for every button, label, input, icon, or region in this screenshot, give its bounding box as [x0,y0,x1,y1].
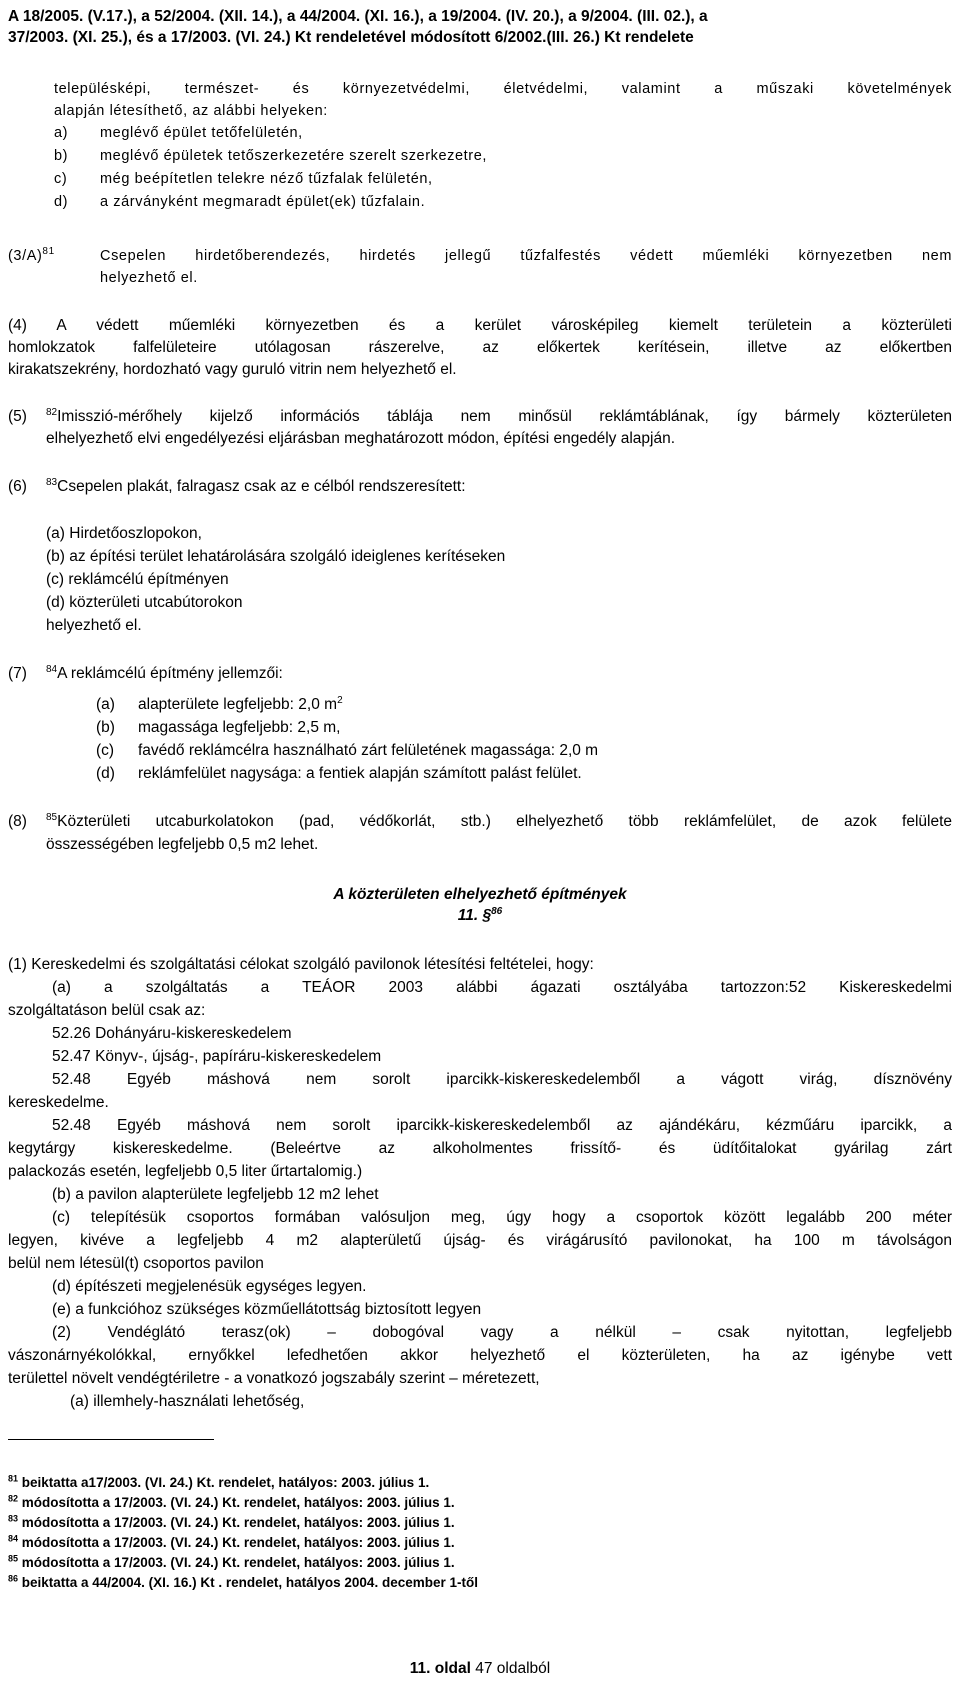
footnote: $^{84}$ módosította a 17/2003. (VI. 24.) Kt. rendelet, hatályos: 2003. július 1. [8,1533,455,1550]
intro-line-2: alapján létesíthető, az alábbi helyeken: [54,103,328,119]
body-line: 52.48 Egyéb máshová nem sorolt iparcikk-kiskereskedelemből a vágott virág, dísznövény [52,1071,952,1088]
body-line: 52.47 Könyv-, újság-, papíráru-kiskereskedelem [52,1048,382,1065]
paragraph-label: (7) [8,665,27,682]
footnote-divider [8,1439,214,1440]
body-line: területtel növelt vendégtériletre - a vonatkozó jogszabály szerint – méretezett, [8,1370,540,1387]
footnote: $^{83}$ módosította a 17/2003. (VI. 24.) Kt. rendelet, hatályos: 2003. július 1. [8,1513,455,1530]
list-item-label: b) [54,148,69,164]
list-item-text: meglévő épületek tetőszerkezetére szerelt szerkezetre, [100,148,488,164]
paragraph-label: (8) [8,813,27,830]
paragraph-8-line-2: összességében legfeljebb 0,5 m2 lehet. [46,836,319,853]
paragraph-4-line-2: homlokzatok falfelületeire utólagosan rászerelve, az előkertek kerítésein, illetve az előkertben [8,339,952,356]
header-line-2: 37/2003. (XI. 25.), és a 17/2003. (VI. 24.) Kt rendeletével módosított 6/2002.(III. 26.) Kt rendelete [8,29,694,46]
footnote: $^{82}$ módosította a 17/2003. (VI. 24.) Kt. rendelet, hatályos: 2003. július 1. [8,1493,455,1510]
footnote-ref: 82 [46,406,58,418]
body-line: belül nem létesül(t) csoportos pavilon [8,1255,264,1272]
footnote-ref: 83 [46,476,58,488]
body-line: (2) Vendéglátó terasz(ok) – dobogóval vagy a nélkül – csak nyitottan, legfeljebb [52,1324,952,1341]
section-number: 11. §$^{86}$ [457,905,503,924]
list-item: (c) reklámcélú építményen [46,571,229,588]
footnote: $^{85}$ módosította a 17/2003. (VI. 24.) Kt. rendelet, hatályos: 2003. július 1. [8,1553,455,1570]
paragraph-3a-line-1: Csepelen hirdetőberendezés, hirdetés jellegű tűzfalfestés védett műemléki környezetben nem [100,248,952,264]
footnote: $^{81}$ beiktatta a17/2003. (VI. 24.) Kt. rendelet, hatályos: 2003. július 1. [8,1473,430,1490]
list-item-text: a zárványként megmaradt épület(ek) tűzfalain. [100,194,426,210]
list-item-text: magassága legfeljebb: 2,5 m, [138,719,341,736]
superscript: 2 [337,694,343,706]
list-item-text: meglévő épület tetőfelületén, [100,125,303,141]
section-title: A közterületen elhelyezhető építmények [333,886,627,903]
footnote: $^{86}$ beiktatta a 44/2004. (XI. 16.) Kt . rendelet, hatályos 2004. december 1-től [8,1573,478,1590]
body-line: (d) építészeti megjelenésük egységes legyen. [52,1278,367,1295]
page-total: 47 oldalból [475,1660,551,1677]
intro-line-1: településképi, természet- és környezetvédelmi, életvédelmi, valamint a műszaki követelmények [54,81,952,97]
paragraph-4-line-3: kirakatszekrény, hordozható vagy guruló vitrin nem helyezhető el. [8,361,457,378]
body-line: (a) a szolgáltatás a TEÁOR 2003 alábbi ágazati osztályába tartozzon:52 Kiskereskedelmi [52,979,952,996]
paragraph-6-closing: helyezhető el. [46,617,142,634]
list-item: (b) az építési terület lehatárolására szolgáló ideiglenes kerítéseken [46,548,506,565]
paragraph-label: (6) [8,478,27,495]
footnote-ref: 85 [46,811,58,823]
body-line: palackozás esetén, legfeljebb 0,5 liter űrtartalomig.) [8,1163,363,1180]
footnote-ref: 86 [491,905,503,917]
list-item-label: (b) [96,719,115,736]
body-line: (e) a funkcióhoz szükséges közműellátottság biztosított legyen [52,1301,482,1318]
body-line: 52.48 Egyéb máshová nem sorolt iparcikk-kiskereskedelemből az ajándékáru, kézműáru iparcikk, a [52,1117,952,1134]
header-line-1: A 18/2005. (V.17.), a 52/2004. (XII. 14.), a 44/2004. (XI. 16.), a 19/2004. (IV. 20.), a 9/2004. (III. 02.), a [8,8,708,25]
paragraph-7-intro: $^{84}$A reklámcélú építmény jellemzői: [46,663,283,682]
page-number: 11. oldal [409,1660,471,1677]
list-item: (a) Hirdetőoszlopokon, [46,525,202,542]
body-line: kegytárgy kiskereskedelme. (Beleértve az alkoholmentes frissítő- és üdítőitalokat gyárilag zárt [8,1140,952,1157]
list-item-text: favédő reklámcélra használható zárt felületének magassága: 2,0 m [138,742,599,759]
paragraph-label: (5) [8,408,27,425]
list-item-label: c) [54,171,68,187]
list-item-label: d) [54,194,69,210]
body-line: vászonárnyékolókkal, ernyőkkel lefedhetően akkor helyezhető el közterületen, ha az igénybe vett [8,1347,952,1364]
paragraph-label: $(3/A)^{81}$ [8,246,55,264]
page-footer [0,1660,960,1678]
list-item-label: (c) [96,742,115,759]
list-item-label: (a) [96,696,115,713]
footnote-ref: 81 [42,246,55,258]
body-line: (a) illemhely-használati lehetőség, [70,1393,305,1410]
list-item-text: még beépítetlen telekre néző tűzfalak felületén, [100,171,433,187]
paragraph-3a-line-2: helyezhető el. [100,270,198,286]
list-item-label: (d) [96,765,115,782]
body-line: szolgáltatáson belül csak az: [8,1002,206,1019]
body-line: legyen, kivéve a legfeljebb 4 m2 alapterületű újság- és virágárusító pavilonokat, ha 100 m távolságon [8,1232,952,1249]
paragraph-6-intro: $^{83}$Csepelen plakát, falragasz csak az e célból rendszeresített: [46,476,466,495]
body-line: kereskedelme. [8,1094,109,1111]
list-item: (d) közterületi utcabútorokon [46,594,243,611]
paragraph-4-line-1: (4) A védett műemléki környezetben és a kerület városképileg kiemelt területein a közterületi [8,317,952,334]
body-line: (c) telepítésük csoportos formában valósuljon meg, úgy hogy a csoportok között legalább 200 méter [52,1209,952,1226]
body-line: (b) a pavilon alapterülete legfeljebb 12 m2 lehet [52,1186,379,1203]
body-line: (1) Kereskedelmi és szolgáltatási célokat szolgáló pavilonok létesítési feltételei, hogy: [8,956,594,973]
body-line: 52.26 Dohányáru-kiskereskedelem [52,1025,292,1042]
list-item-text: alapterülete legfeljebb: 2,0 $m^2$ [138,694,343,713]
footnote-ref: 84 [46,663,58,675]
list-item-text: reklámfelület nagysága: a fentiek alapján számított palást felület. [138,765,582,782]
paragraph-5-line-1: $^{82}$Imisszió-mérőhely kijelző információs táblája nem minősül reklámtáblának, így bármely közterületen [46,406,952,425]
paragraph-8-line-1: $^{85}$Közterületi utcaburkolatokon (pad, védőkorlát, stb.) elhelyezhető több reklámfelület, de azok felülete [46,811,952,830]
list-item-label: a) [54,125,69,141]
page-header [8,6,952,48]
paragraph-5-line-2: elhelyezhető elvi engedélyezési eljárásban meghatározott módon, építési engedély alapján. [46,430,676,447]
